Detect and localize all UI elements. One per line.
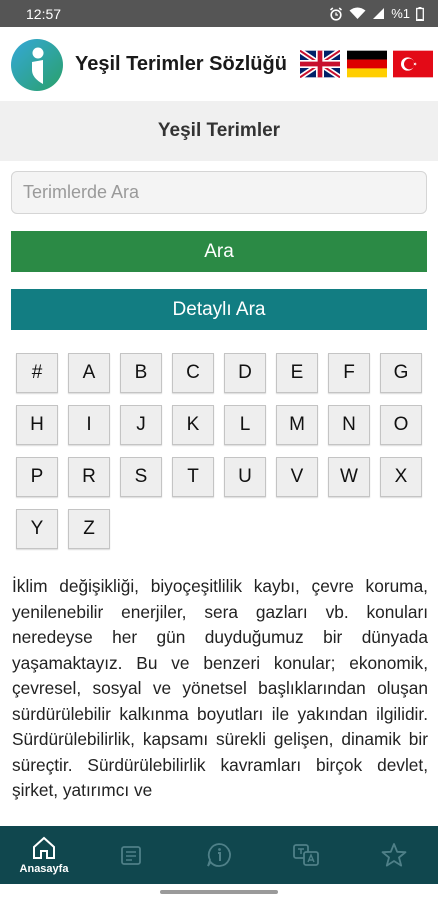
letter-button-a[interactable]: A xyxy=(68,353,110,393)
letter-button-j[interactable]: J xyxy=(120,405,162,445)
letter-button-u[interactable]: U xyxy=(224,457,266,497)
letter-button-b[interactable]: B xyxy=(120,353,162,393)
app-bar xyxy=(0,27,438,101)
home-gesture-bar[interactable] xyxy=(160,890,278,894)
gesture-area xyxy=(0,884,438,900)
english-flag-icon[interactable] xyxy=(300,50,340,78)
letter-button-m[interactable]: M xyxy=(276,405,318,445)
german-flag-icon[interactable] xyxy=(347,50,387,78)
signal-icon xyxy=(372,7,385,20)
letter-button-y[interactable]: Y xyxy=(16,509,58,549)
app-logo-icon xyxy=(10,38,64,92)
letter-button-d[interactable]: D xyxy=(224,353,266,393)
detailed-search-button[interactable]: Detaylı Ara xyxy=(11,289,427,330)
letter-button-c[interactable]: C xyxy=(172,353,214,393)
letter-button-i[interactable]: I xyxy=(68,405,110,445)
nav-favorites[interactable] xyxy=(350,826,438,884)
letter-button-v[interactable]: V xyxy=(276,457,318,497)
letter-button-g[interactable]: G xyxy=(380,353,422,393)
alarm-icon xyxy=(329,7,343,21)
letter-button-o[interactable]: O xyxy=(380,405,422,445)
battery-icon xyxy=(416,7,424,21)
search-button[interactable]: Ara xyxy=(11,231,427,272)
letter-button-p[interactable]: P xyxy=(16,457,58,497)
book-icon xyxy=(118,842,144,868)
letter-button-k[interactable]: K xyxy=(172,405,214,445)
nav-translate[interactable] xyxy=(262,826,350,884)
letter-button-e[interactable]: E xyxy=(276,353,318,393)
letter-button-r[interactable]: R xyxy=(68,457,110,497)
nav-dictionary[interactable] xyxy=(87,826,175,884)
status-time: 12:57 xyxy=(26,5,62,22)
letter-button-l[interactable]: L xyxy=(224,405,266,445)
bottom-navigation xyxy=(0,826,438,884)
search-input[interactable] xyxy=(11,171,427,214)
letter-button-f[interactable]: F xyxy=(328,353,370,393)
nav-info[interactable] xyxy=(175,826,263,884)
battery-percent: %1 xyxy=(391,6,410,21)
info-icon xyxy=(206,842,232,868)
wifi-icon xyxy=(349,7,366,20)
letter-button-z[interactable]: Z xyxy=(68,509,110,549)
home-icon xyxy=(31,835,57,861)
letter-button-x[interactable]: X xyxy=(380,457,422,497)
turkish-flag-icon[interactable] xyxy=(393,50,433,78)
star-icon xyxy=(380,842,408,868)
app-title: Yeşil Terimler Sözlüğü xyxy=(75,53,287,75)
letter-button-hash[interactable]: # xyxy=(16,353,58,393)
letter-button-t[interactable]: T xyxy=(172,457,214,497)
letter-button-w[interactable]: W xyxy=(328,457,370,497)
translate-icon xyxy=(292,842,320,868)
status-bar xyxy=(0,0,438,27)
letter-button-h[interactable]: H xyxy=(16,405,58,445)
nav-home[interactable] xyxy=(0,826,88,884)
letter-button-n[interactable]: N xyxy=(328,405,370,445)
nav-home-label: Anasayfa xyxy=(19,863,69,875)
section-title: Yeşil Terimler xyxy=(0,101,438,161)
letter-button-s[interactable]: S xyxy=(120,457,162,497)
intro-text: İklim değişikliği, biyoçeşitlilik kaybı, çevre koruma, yenilenebilir enerjiler, sera gazları vb. konuları neredeyse her gün duyduğumuz bir dünyada yaşamaktayız. Bu ve benzeri konular; ekonomik, çevresel, sosyal ve yönetsel başlıklarından oluşan sürdürülebilir kalkınma boyutları ile yakından ilgilidir. Sürdürülebilirlik, kapsamı sürekli gelişen, dinamik bir süreçtir. Sürdürülebilirlik kavramları birçok devlet, şirket, yatırımcı ve xyxy=(12,576,428,800)
status-icons xyxy=(329,6,424,21)
